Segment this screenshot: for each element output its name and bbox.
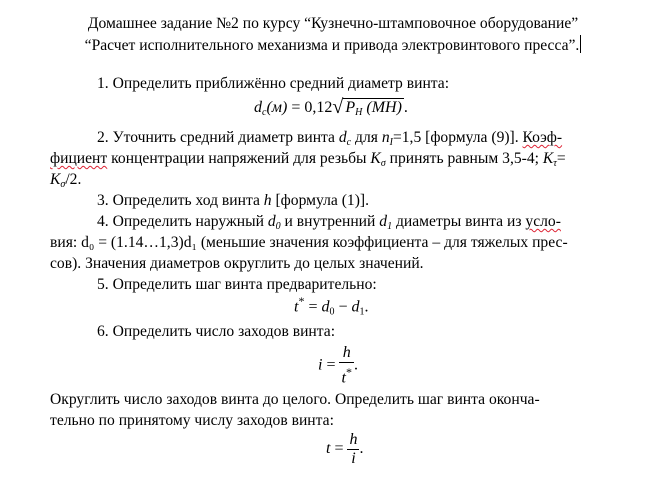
item-4-line-3: сов). Значения диаметров округлить до целых значений.: [50, 255, 424, 272]
formula-pitch-preliminary: [294, 294, 369, 316]
item4-d1-sub: 1: [387, 221, 393, 232]
item4-word: усло-: [525, 213, 561, 230]
f3-i: i: [318, 356, 323, 374]
item-5: 5. Определить шаг винта предварительно:: [97, 276, 377, 293]
item2-b: для: [351, 129, 382, 146]
item-2-line-3: [50, 170, 81, 189]
item2-line3-sub: σ: [60, 179, 66, 190]
item2-line3-k: K: [50, 171, 61, 188]
f3-eq: =: [322, 356, 340, 374]
f4-den: i: [351, 450, 356, 467]
item2-k-sub: σ: [380, 158, 386, 169]
item2-line2-d: =: [556, 150, 566, 167]
f4-num: h: [349, 431, 358, 448]
f1-p: P: [345, 99, 356, 116]
f2-d1-sub: 1: [359, 306, 365, 318]
item2-dc-sub: c: [346, 137, 352, 148]
formula-mean-diameter: [254, 98, 408, 117]
f2-d0-sub: 0: [329, 306, 335, 318]
f4-t: t: [326, 440, 331, 458]
item-2-line-2: [50, 149, 566, 168]
f1-d: d: [254, 99, 262, 116]
f3-end: .: [353, 356, 358, 374]
item2-c: =1,5 [формула (9)].: [392, 129, 523, 146]
item-1: 1. Определить приближённо средний диаметр винта:: [97, 75, 450, 92]
f2-d1: d: [351, 298, 360, 316]
item3-h: h: [263, 192, 272, 209]
f2-t: t: [294, 298, 299, 316]
f1-end: .: [403, 99, 408, 116]
para-line-2: тельно по принятому числу заходов винта:: [50, 412, 334, 429]
f3-fraction: [339, 344, 353, 387]
item2-line2-b: концентрации напряжений для резьбы: [107, 150, 371, 167]
f4-end: .: [359, 440, 364, 458]
text-cursor: [580, 35, 581, 53]
f2-end: .: [364, 298, 369, 316]
item2-kt-sub: τ: [553, 158, 557, 169]
item-4-line-1: [97, 212, 561, 231]
header-line-2-text: “Расчет исполнительного механизма и привода электровинтового пресса”.: [84, 37, 580, 54]
item2-kt: K: [542, 150, 554, 167]
item2-dc: d: [338, 129, 347, 146]
item-4-line-2: вия: d₀ = (1.14…1,3)d₁ (меньшие значения коэффициента – для тяжелых прес-: [50, 234, 568, 251]
sqrt-icon: √: [332, 96, 344, 118]
item-3: [97, 191, 369, 210]
f1-p-unit: (МН): [362, 99, 402, 116]
f1-lhs: [254, 99, 266, 116]
item2-k: K: [370, 150, 381, 167]
item2-n-sub: I: [389, 137, 393, 148]
f1-sqrt: [332, 98, 404, 117]
item2-a: 2. Уточнить средний диаметр винта: [97, 129, 339, 146]
f3-star: *: [345, 365, 352, 379]
item2-line2-a: фициент: [50, 150, 108, 167]
header-line-2: [0, 35, 666, 55]
f2-minus: −: [334, 298, 352, 316]
item4-a: 4. Определить наружный: [97, 213, 268, 230]
item2-line3-rest: /2.: [65, 171, 82, 188]
formula-pitch-final: [326, 431, 363, 468]
item2-line2-c: принять равным 3,5-4;: [385, 150, 543, 167]
f3-den: t: [341, 369, 346, 387]
f2-eq: =: [304, 298, 322, 316]
item2-n: n: [381, 129, 390, 146]
formula-number-of-starts: [318, 344, 358, 387]
f1-unit: (м): [266, 99, 288, 116]
item3-b: [формула (1)].: [271, 192, 369, 209]
item2-word: Коэф-: [522, 129, 563, 146]
item3-a: 3. Определить ход винта: [97, 192, 264, 209]
item4-d0: d: [267, 213, 276, 230]
para-line-1: Округлить число заходов винта до целого. Определить шаг винта оконча-: [50, 391, 540, 408]
f2-d0: d: [321, 298, 330, 316]
f1-d-sub: c: [262, 107, 267, 118]
f2-star: *: [298, 294, 305, 308]
item-2-line-1: [97, 128, 562, 147]
item4-d1: d: [379, 213, 388, 230]
f3-num: h: [342, 344, 351, 361]
f4-fraction: [347, 431, 359, 468]
header-line-1: Домашнее задание №2 по курсу “Кузнечно-штамповочное оборудование”: [87, 15, 579, 32]
f1-eq: = 0,12: [287, 99, 333, 116]
f1-p-sub: Н: [355, 107, 363, 118]
item-6: 6. Определить число заходов винта:: [97, 323, 336, 340]
item4-c: диаметры винта из: [392, 213, 526, 230]
item4-d0-sub: 0: [275, 221, 281, 232]
f4-eq: =: [330, 440, 348, 458]
item4-b: и внутренний: [280, 213, 380, 230]
